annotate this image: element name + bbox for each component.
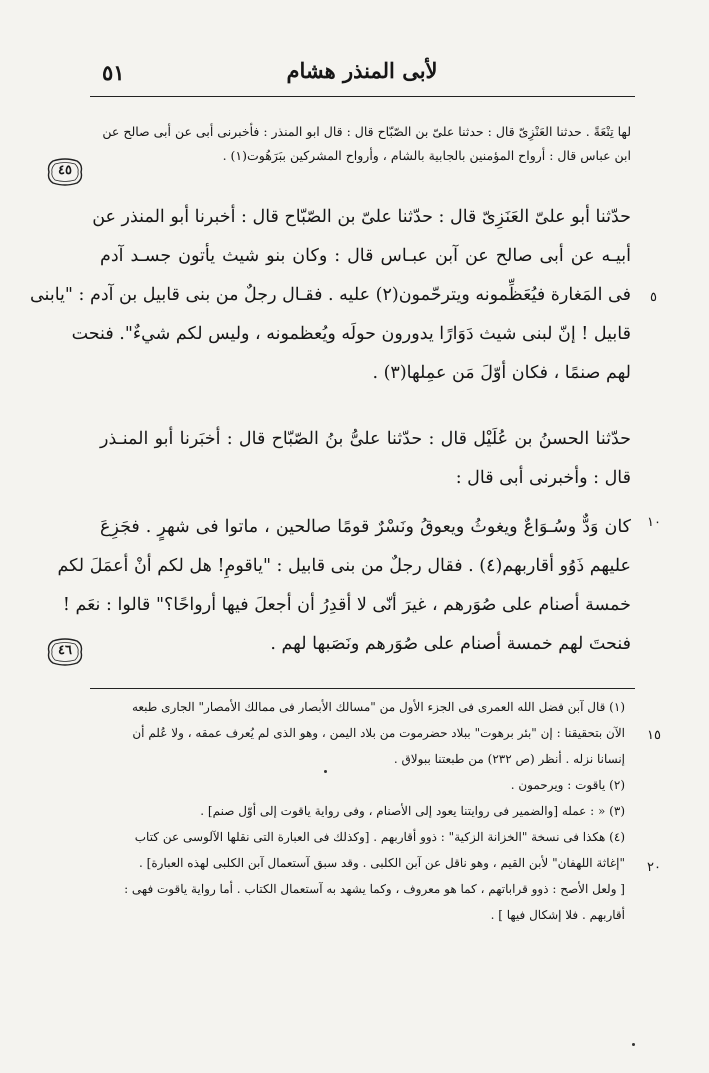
footnote-line: (١) قال آبن فضل الله العمرى فى الجزء الأول من "مسالك الأبصار فى ممالك الأمصار" الجارى طبعه	[131, 700, 625, 714]
paragraph-2-line: حدّثنا أبو علىّ العَنَزِىّ قال : حدّثنا علىّ بن الصّبّاح قال : أخبرنا أبو المنذر عن	[92, 207, 631, 227]
margin-page-marker	[46, 158, 84, 186]
line-number: ١٥	[647, 728, 661, 743]
paragraph-3	[100, 420, 631, 498]
paragraph-4-line: فنحتَ لهم خمسة أصنام على صُوَرهم ونَصَبها لهم .	[270, 634, 631, 654]
paragraph-4-line: عليهم ذَوُو أقاربهم(٤) . فقال رجلٌ من بنى قابيل : "ياقومِ! هل لكم أنْ أعمَلَ لكم	[57, 556, 631, 576]
paragraph-2-line: أبيـه عن أبى صالح عن آبن عبـاس قال : وكان بنو شيث يأتون جسـد آدم	[100, 246, 631, 266]
print-speck	[324, 770, 327, 773]
footnote-line: الآن بتحقيقنا : إن "بئر برهوت" ببلاد حضرموت من بلاد اليمن ، وهو الذى لم يُعرف عمقه ، ولا عُلم أن	[132, 726, 625, 740]
footnote-line: "إغاثة اللهفان" لأبن القيم ، وهو ناقل عن آبن الكلبى . وقد سبق آستعمال آبن الكلبى لهذه العبارة] .	[139, 856, 625, 870]
page-header	[92, 58, 632, 88]
running-title: لأبى المنذر هشام	[286, 58, 438, 83]
footnote-rule	[90, 688, 635, 689]
footnote-line: إنسانا نزله . أنظر (ص ٢٣٢) من طبعتنا ببولاق .	[393, 752, 625, 766]
line-number: ٥	[650, 290, 657, 305]
paragraph-2-line: فى المَغارة فيُعَظِّمونه ويترحّمون(٢) عليه . فقـال رجلٌ من بنى قابيل بن آدم : "يابنى	[29, 285, 631, 305]
line-number: ١٠	[647, 515, 661, 530]
paragraph-4-line: خمسة أصنام على صُوَرهم ، غيرَ أنّى لا أقدِرُ أن أجعلَ فيها أرواحًا؟" قالوا : نعَم !	[62, 595, 631, 615]
paragraph-2-line: قابيل ! إنّ لبنى شيث دَوَارًا يدورون حولَه ويُعظمونه ، وليس لكم شيءٌ". فنحت	[71, 324, 631, 344]
paragraph-1-line: لها تِنْعَةً . حدثنا العَنْزِىّ قال : حدثنا علىّ بن الصّبّاح قال : قال ابو المنذر : فأخبرنى أبى عن أبى صالح عن	[102, 124, 631, 139]
footnotes	[100, 694, 625, 928]
paragraph-2-line: لهم صنمًا ، فكان أوّلَ مَن عمِلها(٣) .	[372, 363, 631, 383]
footnote-line: (٤) هكذا فى نسخة "الخزانة الزكية" : ذوو أقاربهم . [وكذلك فى العبارة التى نقلها الآلوسى عن كتاب	[134, 830, 625, 844]
footnote-line: (٣) « : عمله [والضمير فى روايتنا يعود إلى الأصنام ، وفى رواية ياقوت إلى أوّل صنم] .	[200, 804, 625, 818]
margin-marker-number: ٤٥	[58, 163, 72, 178]
margin-marker-number: ٤٦	[58, 643, 72, 658]
paragraph-1-line: ابن عباس قال : أرواح المؤمنين بالجابية بالشام ، وأرواح المشركين ببَرَهُوت(١) .	[222, 148, 631, 163]
footnote-line: (٢) ياقوت : ويرحمون .	[510, 778, 625, 792]
print-speck	[632, 1043, 635, 1046]
line-number: ٢٠	[647, 860, 661, 875]
paragraph-4-line: كان وَدٌّ وسُـوَاعٌ ويغوثُ ويعوقُ ونَسْرٌ قومًا صالحين ، ماتوا فى شهرٍ . فجَزِعَ	[100, 517, 631, 537]
footnote-line: [ ولعل الأصح : ذوو قراباتهم ، كما هو معروف ، وكما يشهد به آستعمال الكتاب . أما رواية ياقوت فهى :	[124, 882, 625, 896]
margin-page-marker	[46, 638, 84, 666]
paragraph-1	[102, 120, 631, 168]
footnote-line: أقاربهم . فلا إشكال فيها ] .	[490, 908, 625, 922]
paragraph-2	[29, 198, 631, 393]
paragraph-3-line: حدّثنا الحسنُ بن عُلَيْل قال : حدّثنا علىُّ بنُ الصّبّاح قال : أخبَرنا أبو المنـذر	[100, 429, 631, 449]
page-number: ٥١	[102, 60, 125, 85]
header-rule	[90, 96, 635, 97]
paragraph-3-line: قال : وأخبرنى أبى قال :	[455, 468, 631, 488]
